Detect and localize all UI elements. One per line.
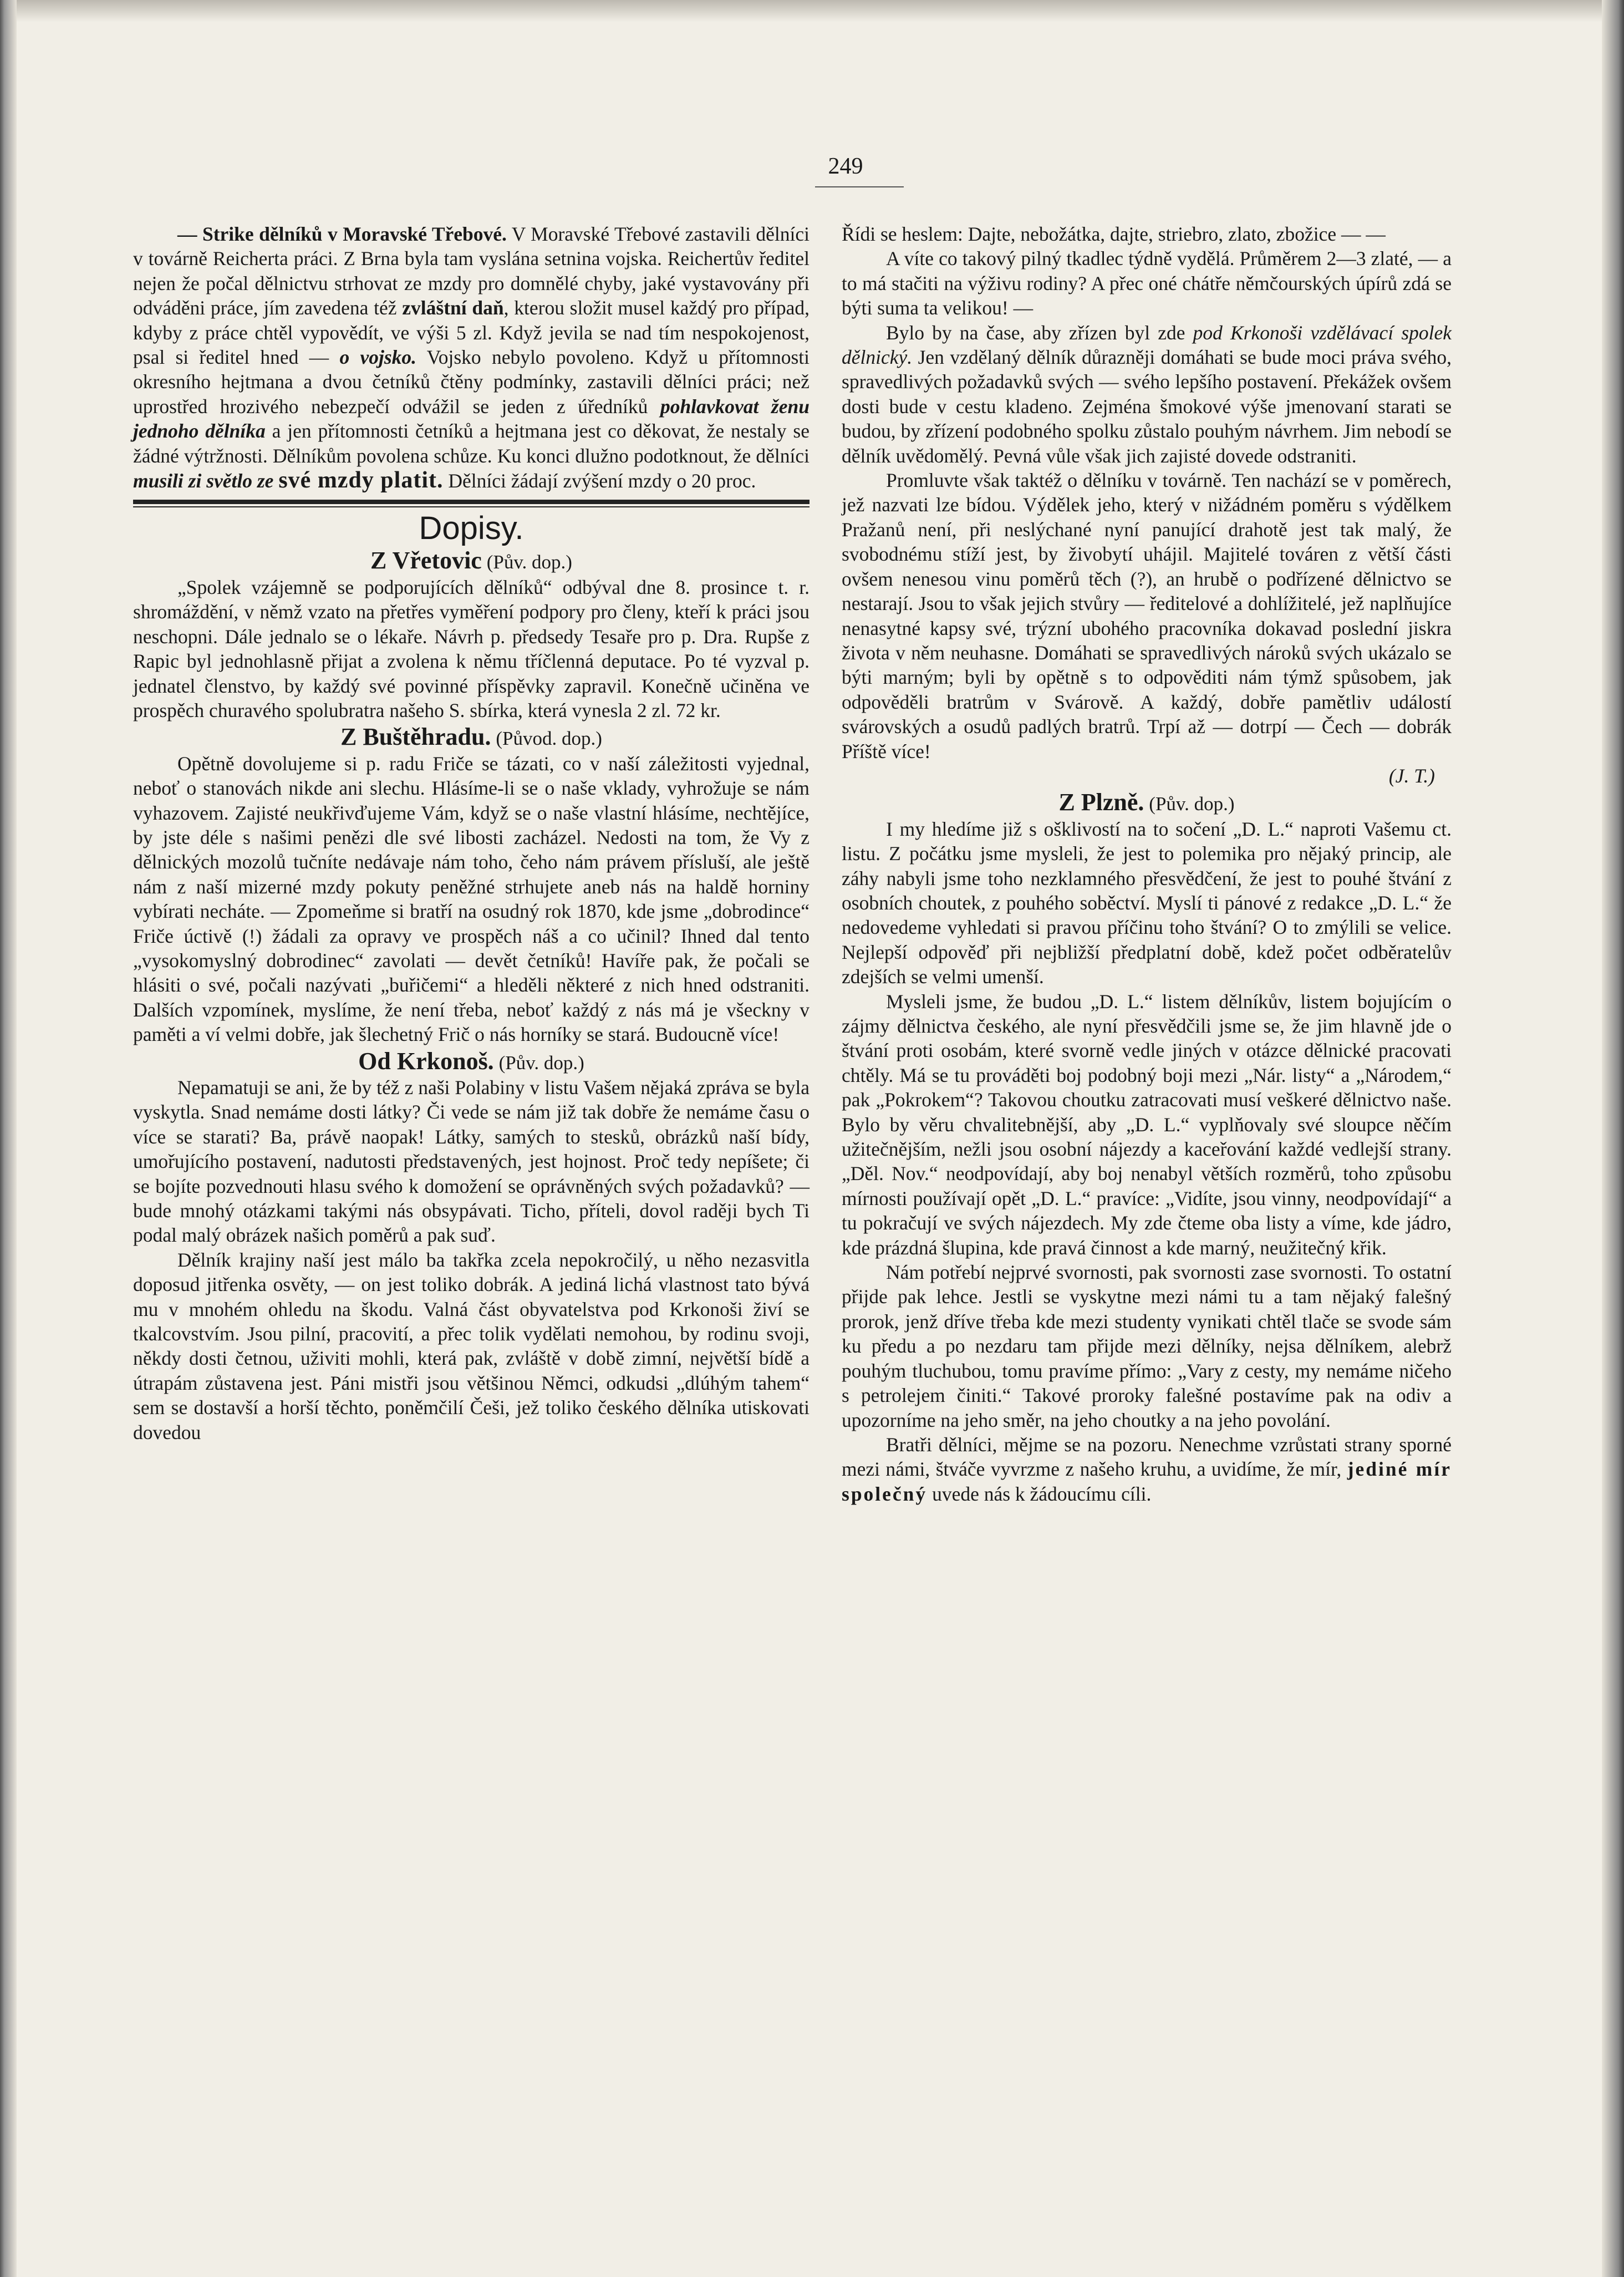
dispatch-text-vretovic: „Spolek vzájemně se podporujících dělníků“ odbýval dne 8. prosince t. r. shromáždění, v němž vzato na přetřes vyměření podpory pro členy, kteří k práci jsou neschopni. Dále jednalo se o lékaře. Návrh p. předsedy Tesaře pro p. Dra. Rupše z Rapic byl jednohlasně přijat a zvolena k němu tříčlenná deputace. Po té vyzval p. jednatel členstvo, by každý své povinné příspěvky zapravil. Konečně učiněna ve prospěch churavého spolubratra našeho S. sbírka, která vynesla 2 zl. 72 kr. — [133, 576, 810, 721]
strike-emph-3: pohlavkovat ženu jednoho dělníka — [133, 395, 810, 443]
strike-text-5: Dělníci žádají zvýšení mzdy o 20 proc. — [448, 470, 756, 492]
strike-headline: — Strike dělníků v Moravské Třebové. — [177, 223, 507, 245]
page-number-rule — [815, 186, 904, 187]
dispatch-heading-vretovic — [133, 548, 810, 575]
scan-edge-left — [0, 0, 17, 2277]
dispatch-text-krkonos-2: Dělník krajiny naší jest málo ba takřka zcela nepokročilý, u něho nezasvitla doposud jitřenka osvěty, — on jest toliko dobrák. A jediná lichá vlastnost tato bývá mu v mnohém ohledu na škodu. Valná část obyvatelstva pod Krkonoši živí se tkalcovstvím. Jsou pilní, pracovití, a přec tolik vydělati nemohou, by rodinu svoji, někdy dosti četnou, uživiti mohli, která pak, zvláště v době zimní, největší bídě a útrapám zůstavena jest. Páni mistři jsou většinou Němci, odkudsi „dlúhým tahem“ sem se dostavší a horší těchto, poněmčilí Češi, jež toliko českého dělníka utiskovati dovedou — [133, 1248, 810, 1444]
krkonos-cont-1: Řídi se heslem: Dajte, nebožátka, dajte, striebro, zlato, zbožice — — — [842, 223, 1386, 245]
krkonos-cont-2: A víte co takový pilný tkadlec týdně vydělá. Průměrem 2—3 zlaté, — a to má stačiti na výživu rodiny? A přec oné chátře němčourských úpírů zdá se býti suma ta velikou! — — [842, 247, 1452, 319]
dispatch-text-bustehrad: Opětně dovolujeme si p. radu Friče se tázati, co v naší záležitosti vyjednal, neboť o stanovách nikde ani slechu. Hlásíme-li se o naše vklady, vyhrožuje se nám vyhazovem. Zajisté neukřivďujeme Vám, když se o naše vlastní hlásíme, nechtějíce, by jste déle s našimi penězi dle své libosti zacházel. Nedosti na tom, že Vy z dělnických mozolů tučníte nedávaje nám toho, čeho nám právem přísluší, ale ještě nám z naší mizerné mzdy pokuty peněžné strhujete aneb nás na haldě horniny vybírati necháte. — Zpomeňme si bratří na osudný rok 1870, kde jsme „dobrodince“ Friče úctivě (!) žádali za opravy ve prospěch náš a co učinil? Ihned dal tento „vysokomyslný dobrodinec“ zavolati — devět četníků! Havíře pak, že počali se hlásiti o své, počali nazývati „buřičemi“ a hleděli některé z nich hned odstraniti. Dalších vzpomínek, myslíme, že není třeba, neboť každý z nás má je všeckny v paměti a ví velmi dobře, jak šlechetný Frič o nás horníky se stará. Budoucně více! — [133, 752, 810, 1046]
dispatch-source: (Původ. dop.) — [496, 728, 602, 750]
dispatch-text-plzen-3: Nám potřebí nejprvé svornosti, pak svornosti zase svornosti. To ostatní přijde pak lehce. Jestli se vyskytne mezi námi tu a tam nějaký falešný prorok, jenž dříve třeba kde mezi studenty vynikati chtěl tlače se svode sám ku předu a po nezdaru tam přijde mezi dělníky, nejsa dělníkem, alebrž pouhým tluchubou, tomu pravíme přímo: „Vary z cesty, my nemáme ničeho s petrolejem činiti.“ Takové proroky falešné postavíme pak na odiv a upozorníme na jeho směr, na jeho choutky a na jeho povolání. — [842, 1261, 1452, 1431]
strike-emph-2: o vojsko. — [339, 346, 417, 369]
krkonos-cont-3 — [842, 321, 1452, 468]
dispatch-place: Od Krkonoš. — [358, 1047, 494, 1075]
strike-text-3: Vojsko nebylo povoleno. Když u přítomnosti okresního hejtmana a dvou četníků čtěny podmínky, zastavili dělníci práci; než uprostřed hrozivého nebezpečí odvážil se jeden z úředníků — [133, 346, 810, 418]
dispatch-heading-bustehrad — [133, 725, 810, 751]
dispatch-place: Z Plzně. — [1058, 789, 1144, 816]
section-title: Dopisy. — [419, 510, 524, 547]
strike-emph-4: musili zi světlo ze — [133, 470, 274, 492]
dispatch-source: (Pův. dop.) — [1149, 793, 1235, 815]
strike-big-1: své mzdy platit. — [278, 467, 444, 494]
dispatch-heading-krkonos — [133, 1049, 810, 1075]
plzen-4-emph: jediné mír společný — [842, 1458, 1452, 1505]
krkonos-cont-4: Promluvte však taktéž o dělníku v továrně. Ten nachází se v poměrech, jež nazvati lze bídou. Výdělek jeho, který v nižádném poměru s výdělkem Pražanů není, při neslýchané nyní panující drahotě jest tak malý, že svobodnému stíží jest, by živobytí uhájil. Majitelé továren z větší části ovšem nenesou vinu poměrů těch (?), an hrubě o podřízené dělnictvo se nestarají. Jsou to však jejich stvůry — ředitelové a dohlížitelé, jež naplňujíce nenasytné kapsy své, trýzní ubohého pracovníka dokavad poslední jiskra života v něm neuhasne. Domáhati se spravedlivých nároků svých ukázalo se býti marným; byli by opětně s to odpověditi nám týmž spůsobem, jak odpověděli bratrům v Svárově. A každý, dobře pamětliv událostí svárovských a osudů padlých bratrů. Trpí až — dotrpí — Čech — dobrák Příště více! — [842, 469, 1452, 763]
dispatch-text-plzen-2: Mysleli jsme, že budou „D. L.“ listem dělníkův, listem bojujícím o zájmy dělnictva českého, ale nyní přesvědčili jsme se, že jim hlavně jde o štvání proti osobám, které svorně vedle jiných v otázce dělnické pracovati chtěly. Má se tu prováděti boj podobný boji mezi „Nár. listy“ a „Národem,“ pak „Pokrokem“? Takovou choutku zatracovati musí veškeré dělnictvo naše. Bylo by věru chvalitebnější, aby „D. L.“ vyplňovaly své sloupce něčím užitečnějším, nežli jsou osobní nájezdy a kaceřování každé vedlejší strany. „Děl. Nov.“ neodpovídají, aby boj nenabyl větších rozměrů, toho způsobu mírnosti používají opět „D. L.“ pravíce: „Vidíte, jsou vinny, neodpovídají“ a tu pokračují ve svých nájezdech. My zde čteme oba listy a víme, kde jádro, kde prázdná šlupina, kde pravá činnost a kde marný, neužitečný křik. — [842, 990, 1452, 1259]
section-rule-thick — [133, 500, 810, 504]
scan-edge-right — [1602, 0, 1624, 2277]
strike-text-4: a jen přítomnosti četníků a hejtmana jest co děkovat, že nestaly se žádné výtržnosti. Dělníkům povolena schůze. Ku konci dlužno podotknout, že dělníci — [133, 420, 810, 467]
dispatch-source: (Pův. dop.) — [486, 551, 572, 573]
signature: (J. T.) — [1388, 764, 1435, 787]
plzen-4-a: Bratři dělníci, mějme se na pozoru. Nenechme vzrůstati strany sporné mezi námi, štváče vyvrzme z našeho kruhu, a uvidíme, že mír, — [842, 1433, 1452, 1481]
dispatch-heading-plzen — [842, 790, 1452, 816]
right-column — [842, 222, 1452, 1506]
dispatch-source: (Pův. dop.) — [498, 1051, 584, 1074]
dispatch-place: Z Buštěhradu. — [340, 723, 491, 751]
left-column — [133, 222, 810, 1445]
page-number: 249 — [828, 154, 863, 179]
krkonos-cont-3-emph: pod Krkonoši vzdělávací spolek dělnický. — [842, 321, 1452, 369]
strike-emph-1: zvláštní daň — [402, 297, 504, 319]
section-rule-thin — [133, 506, 810, 507]
plzen-4-b: uvede nás k žádoucímu cíli. — [932, 1482, 1152, 1505]
strike-text-1: V Moravské Třebové zastavili dělníci v továrně Reicherta práci. Z Brna byla tam vyslána setnina vojska. Reichertův ředitel nejen že počal dělnictvu strhovat ze mzdy pro domnělé chyby, jaké vystavovány při odváděni práce, jím zavedena též — [133, 223, 810, 319]
dispatch-text-plzen-4 — [842, 1432, 1452, 1506]
krkonos-cont-3-a: Bylo by na čase, aby zřízen byl zde — [886, 321, 1185, 344]
dispatch-text-plzen-1: I my hledíme již s ošklivostí na to sočení „D. L.“ naproti Vašemu ct. listu. Z počátku jsme mysleli, že jest to polemika pro nějaký princip, ale záhy nabyli jsme toho nezklamného přesvědčení, že jest to pouhé štvání z osobních choutek, z pouhého soběctví. Myslí ti pánové z redakce „D. L.“ že nedovedeme vyhledati si pravou příčinu toho štvání? O to zmýlili se velice. Nejlepší odpověď při nejbližší předplatní době, kdež počet odběratelův zdejších se velmi umenší. — [842, 817, 1452, 988]
dispatch-text-krkonos-1: Nepamatuji se ani, že by též z naši Polabiny v listu Vašem nějaká zpráva se byla vyskytla. Snad nemáme dosti látky? Či vede se nám již tak dobře že nemáme času o více se starati? Ba, právě naopak! Látky, samých to stesků, obrázků naší bídy, umořujícího postavení, nadutosti představených, jest hojnost. Proč tedy nepíšete; či se bojíte pozvednouti hlasu svého k domožení se oprávněných svých požadavků? — bude mnohý otázkami takými nás obsypávati. Ticho, příteli, dovol raději bych Ti podal malý obrázek našich poměrů a pak suď. — [133, 1076, 810, 1247]
scan-edge-top — [0, 0, 1624, 22]
krkonos-cont-3-b: Jen vzdělaný dělník důrazněji domáhati se bude moci práva svého, spravedlivých požadavků svých — svého lepšího postavení. Překážek ovšem dosti bude v cestu kladeno. Zejména šmokové výše jmenovaní starati se budou, by zřízení podobného spolku zůstalo pouhým návrhem. Jim nebodí se dělník uvědomělý. Pevná vůle však jich zajisté dovede odstraniti. — [842, 346, 1452, 467]
dispatch-place: Z Vřetovic — [370, 547, 482, 575]
strike-article — [133, 222, 810, 493]
strike-text-2: , kterou složit musel každý pro případ, kdyby z práce chtěl vypovědít, ve výši 5 zl. Když jevila se nad tím nespokojenost, psal si ředitel hned — — [133, 297, 810, 369]
